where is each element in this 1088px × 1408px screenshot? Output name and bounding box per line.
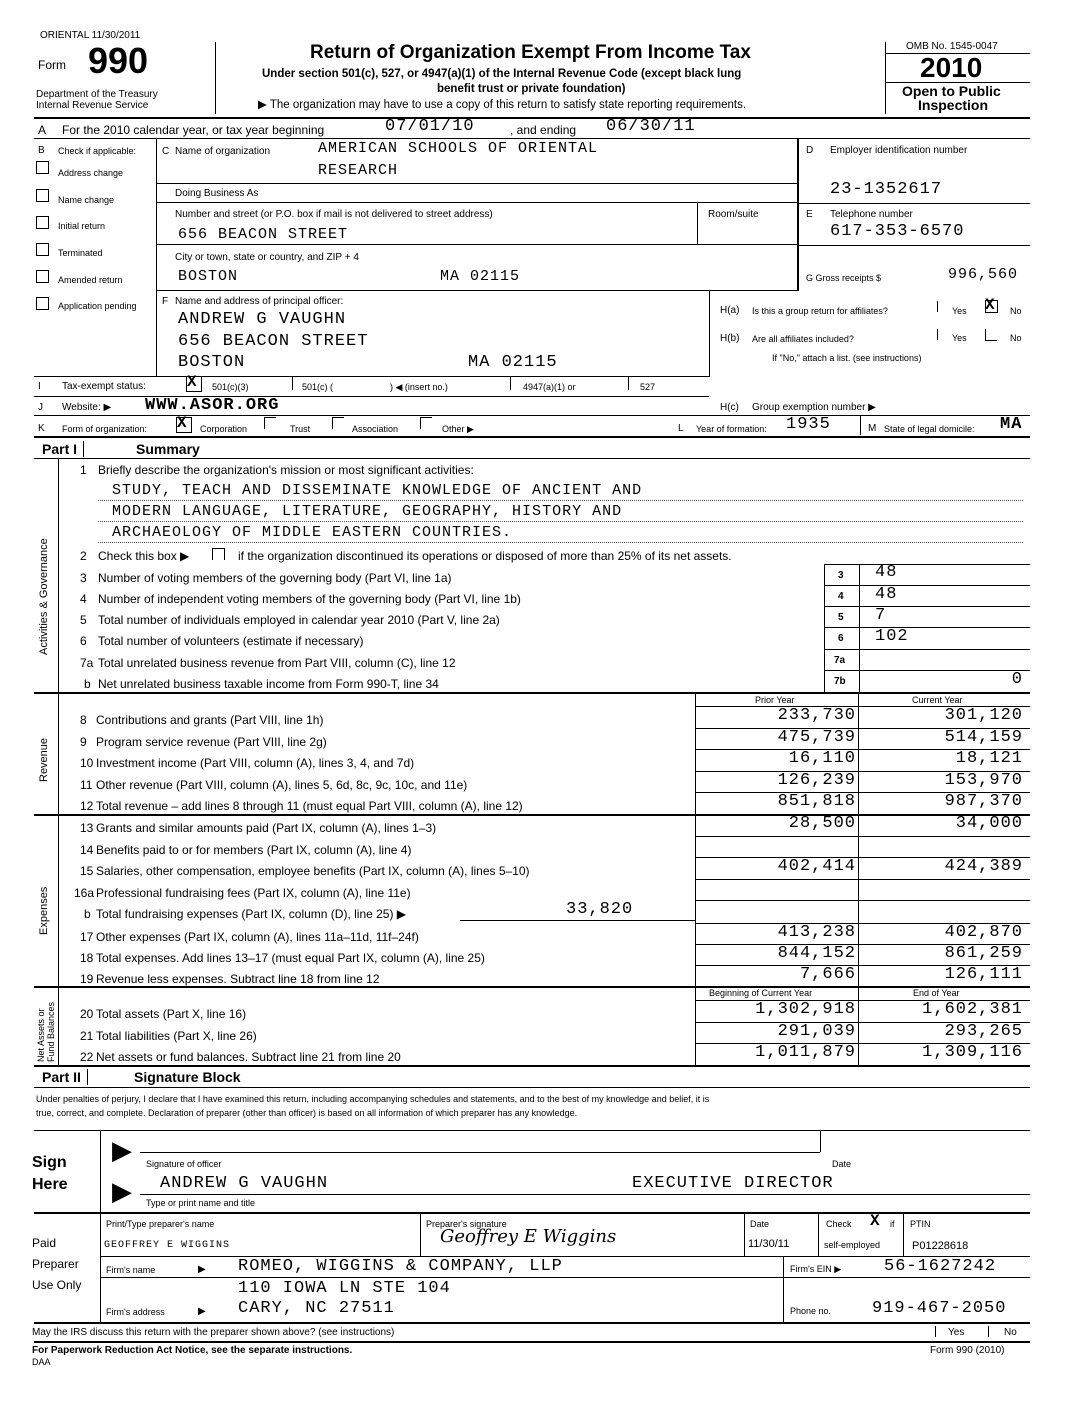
ha-yes-label: Yes xyxy=(952,306,967,316)
section-m-label: M xyxy=(868,423,877,434)
open-public-line2: Inspection xyxy=(918,97,989,113)
expense-line-prior-18: 844,152 xyxy=(777,944,856,963)
net-line-current-22: 1,309,116 xyxy=(922,1043,1023,1063)
org-phone: 617-353-6570 xyxy=(830,222,965,241)
org-street: 656 BEACON STREET xyxy=(178,226,349,243)
omb-number: OMB No. 1545-0047 xyxy=(906,41,998,52)
revenue-line-num-10: 10 xyxy=(80,756,94,771)
line7b-num: b xyxy=(84,677,91,691)
line2-num: 2 xyxy=(80,549,87,563)
expense-line-current-17: 402,870 xyxy=(944,923,1023,942)
revenue-line-num-8: 8 xyxy=(80,713,87,727)
revenue-line-text-9: Program service revenue (Part VIII, line 2g) xyxy=(96,734,327,749)
firm-ein-label: Firm's EIN ▶ xyxy=(790,1264,842,1274)
h-note: If "No," attach a list. (see instructions) xyxy=(772,353,922,363)
line6-text: Total number of volunteers (estimate if necessary) xyxy=(98,634,364,648)
ein-value: 23-1352617 xyxy=(830,180,943,199)
revenue-line-prior-9: 475,739 xyxy=(777,727,856,747)
preparer-name: GEOFFREY E WIGGINS xyxy=(104,1240,231,1251)
checkbox-501c3-mark: X xyxy=(187,373,197,391)
revenue-line-current-10: 18,121 xyxy=(955,749,1023,769)
officer-name: ANDREW G VAUGHN xyxy=(178,310,347,329)
revenue-line-num-11: 11 xyxy=(80,777,93,792)
col-end-year: End of Year xyxy=(913,988,960,998)
checkbox-terminated[interactable] xyxy=(36,243,49,256)
line6-num: 6 xyxy=(80,634,87,648)
domicile-label: State of legal domicile: xyxy=(884,424,975,434)
net-line-num-22: 22 xyxy=(80,1050,94,1065)
sign-arrow-icon: ▶ xyxy=(112,1135,132,1165)
revenue-line-prior-8: 233,730 xyxy=(777,706,856,725)
discuss-no-box[interactable] xyxy=(988,1326,1000,1337)
expense-line-text-14: Benefits paid to or for members (Part IX, column (A), line 4) xyxy=(96,842,412,857)
line5-text: Total number of individuals employed in calendar year 2010 (Part V, line 2a) xyxy=(98,613,500,627)
signer-title: EXECUTIVE DIRECTOR xyxy=(632,1174,834,1193)
revenue-line-current-12: 987,370 xyxy=(944,792,1023,812)
org-name-line1: AMERICAN SCHOOLS OF ORIENTAL xyxy=(318,140,599,157)
revenue-line-num-9: 9 xyxy=(80,734,87,749)
domicile-state: MA xyxy=(1000,415,1023,434)
expense-line-prior-19: 7,666 xyxy=(799,965,856,984)
part1-title: Summary xyxy=(136,441,200,457)
revenue-line-text-8: Contributions and grants (Part VIII, line 1h) xyxy=(96,713,324,727)
side-label-net-assets: Net Assets or Fund Balances xyxy=(36,1001,56,1062)
org-state-zip: MA 02115 xyxy=(440,268,521,285)
section-c-label: C xyxy=(162,146,170,157)
label-association: Association xyxy=(352,424,399,434)
officer-signature-line[interactable] xyxy=(140,1152,820,1153)
expense-line-text-13: Grants and similar amounts paid (Part IX, column (A), lines 1–3) xyxy=(96,821,437,835)
paperwork-notice: For Paperwork Reduction Act Notice, see the separate instructions. xyxy=(32,1345,353,1356)
section-e-label: E xyxy=(806,209,813,220)
signature-date-label: Date xyxy=(832,1159,852,1169)
self-employed-label: self-employed xyxy=(824,1240,881,1250)
col-current-year: Current Year xyxy=(912,695,963,705)
checkbox-name-change[interactable] xyxy=(36,189,49,202)
revenue-line-text-11: Other revenue (Part VIII, column (A), lines 5, 6d, 8c, 9c, 10c, and 11e) xyxy=(96,777,468,792)
revenue-line-current-11: 153,970 xyxy=(944,770,1023,790)
discuss-yes-box[interactable] xyxy=(935,1326,947,1337)
section-d-label: D xyxy=(806,145,814,156)
website-value[interactable]: WWW.ASOR.ORG xyxy=(145,396,280,415)
preparer-date-label: Date xyxy=(750,1219,770,1229)
form-subtitle2: benefit trust or private foundation) xyxy=(437,83,626,95)
dept-line2: Internal Revenue Service xyxy=(36,100,149,111)
officer-street: 656 BEACON STREET xyxy=(178,332,369,351)
net-line-text-21: Total liabilities (Part X, line 26) xyxy=(96,1028,257,1043)
hb-label: H(b) xyxy=(720,333,740,344)
org-name-line2: RESEARCH xyxy=(318,162,399,179)
label-initial-return: Initial return xyxy=(58,221,106,231)
net-line-current-20: 1,602,381 xyxy=(922,1000,1023,1019)
checkbox-association[interactable] xyxy=(332,417,344,429)
ptin-label: PTIN xyxy=(910,1219,931,1229)
line5-num: 5 xyxy=(80,613,87,627)
org-name-label: Name of organization xyxy=(175,146,271,157)
label-501c: 501(c) ( xyxy=(302,382,334,392)
ha-yes-box[interactable] xyxy=(937,301,949,312)
mission-line3: ARCHAEOLOGY OF MIDDLE EASTERN COUNTRIES. xyxy=(112,524,513,541)
tax-year-begin: 07/01/10 xyxy=(385,117,475,136)
open-public-line1: Open to Public xyxy=(902,83,1001,99)
street-label: Number and street (or P.O. box if mail is not delivered to street address) xyxy=(175,209,493,220)
revenue-line-current-9: 514,159 xyxy=(944,727,1023,747)
section-f-label: F xyxy=(162,296,169,307)
checkbox-corporation-mark: X xyxy=(177,414,187,432)
mission-line2: MODERN LANGUAGE, LITERATURE, GEOGRAPHY, HISTORY AND xyxy=(112,503,623,520)
revenue-line-prior-11: 126,239 xyxy=(777,770,856,790)
revenue-line-num-12: 12 xyxy=(80,799,94,814)
line4-text: Number of independent voting members of the governing body (Part VI, line 1b) xyxy=(98,592,521,606)
officer-city: BOSTON xyxy=(178,353,246,372)
hb-question: Are all affiliates included? xyxy=(752,334,854,344)
line3-text: Number of voting members of the governing body (Part VI, line 1a) xyxy=(98,571,452,585)
expense-line-text-15: Salaries, other compensation, employee benefits (Part IX, column (A), lines 5–10) xyxy=(96,864,530,879)
line-a-text: For the 2010 calendar year, or tax year beginning xyxy=(62,123,325,137)
expense-line-num-14: 14 xyxy=(80,842,94,857)
net-line-num-21: 21 xyxy=(80,1028,94,1043)
line4-value: 48 xyxy=(875,585,898,604)
col-prior-year: Prior Year xyxy=(755,695,795,705)
discuss-no-label: No xyxy=(1004,1327,1017,1338)
hb-yes-box[interactable] xyxy=(937,329,949,340)
checkbox-amended-return[interactable] xyxy=(36,270,49,283)
part2-title: Signature Block xyxy=(134,1069,241,1085)
expense-line-prior-13: 28,500 xyxy=(788,814,856,833)
expense-line-text-16a: Professional fundraising fees (Part IX, column (A), line 11e) xyxy=(96,885,411,900)
line-a-and-ending: , and ending xyxy=(510,123,577,137)
year-formation: 1935 xyxy=(786,415,831,434)
line6-value: 102 xyxy=(875,627,909,646)
form-number: 990 xyxy=(88,40,149,81)
paid-label: Paid xyxy=(32,1236,57,1250)
label-other: Other ▶ xyxy=(442,424,474,434)
expense-line-num-15: 15 xyxy=(80,864,94,879)
dept-line1: Department of the Treasury xyxy=(36,89,158,100)
revenue-line-prior-10: 16,110 xyxy=(788,749,856,769)
preparer-name-label: Print/Type preparer's name xyxy=(106,1219,215,1229)
preparer-date: 11/30/11 xyxy=(748,1238,790,1250)
expense-line-current-18: 861,259 xyxy=(944,944,1023,963)
tax-year-end: 06/30/11 xyxy=(606,117,696,136)
ha-no-check: X xyxy=(985,296,995,314)
form-subtitle3: ▶ The organization may have to use a copy of this return to satisfy state reporting requirements. xyxy=(258,99,747,111)
preparer-signature-label: Preparer's signature xyxy=(426,1219,507,1229)
line7b-text: Net unrelated business taxable income from Form 990-T, line 34 xyxy=(98,677,439,691)
line3-value: 48 xyxy=(875,563,898,582)
website-label: Website: ▶ xyxy=(62,402,112,413)
line6-box: 6 xyxy=(838,633,844,644)
line4-num: 4 xyxy=(80,592,87,606)
signer-name: ANDREW G VAUGHN xyxy=(160,1174,329,1193)
top-note: ORIENTAL 11/30/2011 xyxy=(40,30,141,41)
hb-yes-label: Yes xyxy=(952,333,967,343)
line3-box: 3 xyxy=(838,570,844,581)
net-line-prior-20: 1,302,918 xyxy=(755,1000,856,1019)
line4-box: 4 xyxy=(838,591,844,602)
net-line-text-20: Total assets (Part X, line 16) xyxy=(96,1007,247,1021)
checkbox-address-change[interactable] xyxy=(36,161,49,174)
checkbox-discontinued[interactable] xyxy=(212,548,225,560)
firm-name-arrow-icon: ▶ xyxy=(198,1264,206,1275)
use-only-label: Use Only xyxy=(32,1278,82,1292)
officer-state-zip: MA 02115 xyxy=(468,353,558,372)
firm-name-label: Firm's name xyxy=(106,1265,156,1275)
net-line-num-20: 20 xyxy=(80,1007,94,1021)
section-b-title: Check if applicable: xyxy=(58,146,137,156)
label-trust: Trust xyxy=(290,424,311,434)
firm-ein: 56-1627242 xyxy=(884,1257,997,1276)
line16b-num: b xyxy=(84,907,91,921)
signature-officer-label: Signature of officer xyxy=(146,1159,222,1169)
part1-label: Part I xyxy=(36,441,84,457)
expense-line-num-17: 17 xyxy=(80,930,94,944)
ha-label: H(a) xyxy=(720,305,740,316)
revenue-line-text-10: Investment income (Part VIII, column (A), lines 3, 4, and 7d) xyxy=(96,756,415,771)
line7b-box: 7b xyxy=(834,676,846,687)
section-k-label: K xyxy=(38,423,45,434)
line16b-text: Total fundraising expenses (Part IX, column (D), line 25) ▶ xyxy=(96,907,407,921)
label-name-change: Name change xyxy=(58,195,115,205)
line-a-label: A xyxy=(38,123,47,137)
firm-name: ROMEO, WIGGINS & COMPANY, LLP xyxy=(238,1257,563,1276)
hb-no-label: No xyxy=(1010,333,1022,343)
self-employed-check[interactable]: X xyxy=(870,1212,880,1230)
gross-receipts-value: 996,560 xyxy=(948,266,1019,283)
revenue-line-text-12: Total revenue – add lines 8 through 11 (must equal Part VIII, column (A), line 12) xyxy=(96,799,523,814)
label-application-pending: Application pending xyxy=(58,301,137,311)
line5-value: 7 xyxy=(875,606,887,625)
penalty-text-2: true, correct, and complete. Declaration of preparer (other than officer) is based on all information of which preparer has any knowledge. xyxy=(36,1108,578,1118)
principal-officer-label: Name and address of principal officer: xyxy=(175,296,344,307)
expense-line-text-19: Revenue less expenses. Subtract line 18 from line 12 xyxy=(96,972,380,986)
form-title: Return of Organization Exempt From Income Tax xyxy=(310,42,751,63)
checkbox-initial-return[interactable] xyxy=(36,216,49,229)
label-insert-no: ) ◀ (insert no.) xyxy=(390,382,448,392)
label-terminated: Terminated xyxy=(58,248,103,258)
expense-line-prior-15: 402,414 xyxy=(777,857,856,877)
mission-line1: STUDY, TEACH AND DISSEMINATE KNOWLEDGE OF ANCIENT AND xyxy=(112,482,643,499)
preparer-signature: Geoffrey E Wiggins xyxy=(440,1226,617,1247)
net-line-text-22: Net assets or fund balances. Subtract line 21 from line 20 xyxy=(96,1050,401,1065)
line5-box: 5 xyxy=(838,612,844,623)
org-city: BOSTON xyxy=(178,268,239,285)
dba-label: Doing Business As xyxy=(175,188,259,199)
discuss-question: May the IRS discuss this return with the preparer shown above? (see instructions) xyxy=(32,1327,395,1338)
line3-num: 3 xyxy=(80,571,87,585)
line1-num: 1 xyxy=(80,463,87,477)
firm-phone: 919-467-2050 xyxy=(872,1299,1007,1318)
checkbox-other[interactable] xyxy=(420,417,432,429)
checkbox-trust[interactable] xyxy=(264,417,276,429)
tax-year: 2010 xyxy=(920,52,983,83)
section-j-label: J xyxy=(38,402,43,413)
line7a-num: 7a xyxy=(80,656,94,670)
form-reference: Form 990 (2010) xyxy=(930,1345,1005,1356)
penalty-text-1: Under penalties of perjury, I declare that I have examined this return, including accompanying schedules and statements, and to the best of my knowledge and belief, it is xyxy=(36,1094,710,1104)
here-label: Here xyxy=(32,1176,68,1193)
hc-text: Group exemption number ▶ xyxy=(752,402,876,413)
room-suite-label: Room/suite xyxy=(708,209,759,220)
side-label-activities: Activities & Governance xyxy=(38,538,50,655)
line2-text: Check this box ▶ xyxy=(98,549,190,563)
discuss-yes-label: Yes xyxy=(948,1327,965,1338)
section-l-label: L xyxy=(678,423,684,434)
expense-line-current-19: 126,111 xyxy=(944,965,1023,984)
phone-label: Telephone number xyxy=(830,209,913,220)
side-label-expenses: Expenses xyxy=(38,886,50,935)
expense-line-num-16a: 16a xyxy=(74,885,95,900)
col-beginning-year: Beginning of Current Year xyxy=(709,988,813,998)
expense-line-text-17: Other expenses (Part IX, column (A), lines 11a–11d, 11f–24f) xyxy=(96,930,419,944)
expense-line-current-13: 34,000 xyxy=(955,814,1023,833)
net-line-prior-21: 291,039 xyxy=(777,1021,856,1041)
checkbox-application-pending[interactable] xyxy=(36,297,49,310)
ptin-value: P01228618 xyxy=(912,1240,969,1252)
label-amended-return: Amended return xyxy=(58,275,123,285)
label-address-change: Address change xyxy=(58,168,124,178)
gross-receipts-label: G Gross receipts $ xyxy=(806,273,882,283)
type-name-label: Type or print name and title xyxy=(146,1198,256,1208)
label-527: 527 xyxy=(640,382,656,392)
hb-no-box[interactable] xyxy=(985,329,997,341)
firm-address-line2: CARY, NC 27511 xyxy=(238,1299,395,1318)
if-label: if xyxy=(890,1219,895,1229)
expense-line-current-15: 424,389 xyxy=(944,857,1023,877)
revenue-line-prior-12: 851,818 xyxy=(777,792,856,812)
tax-exempt-label: Tax-exempt status: xyxy=(62,381,146,392)
net-line-prior-22: 1,011,879 xyxy=(755,1043,856,1063)
net-line-current-21: 293,265 xyxy=(944,1021,1023,1041)
firm-phone-label: Phone no. xyxy=(790,1306,832,1316)
ha-question: Is this a group return for affiliates? xyxy=(752,306,888,316)
preparer-label: Preparer xyxy=(32,1257,79,1271)
firm-address-arrow-icon: ▶ xyxy=(198,1306,206,1317)
label-corporation: Corporation xyxy=(200,424,248,434)
city-label: City or town, state or country, and ZIP + 4 xyxy=(175,252,359,263)
form-subtitle1: Under section 501(c), 527, or 4947(a)(1) of the Internal Revenue Code (except black lung xyxy=(262,68,742,80)
expense-line-text-18: Total expenses. Add lines 13–17 (must equal Part IX, column (A), line 25) xyxy=(96,951,485,965)
part2-label: Part II xyxy=(36,1069,88,1085)
daa-label: DAA xyxy=(32,1357,51,1367)
expense-line-num-19: 19 xyxy=(80,972,94,986)
side-label-revenue: Revenue xyxy=(38,737,50,782)
firm-address-label: Firm's address xyxy=(106,1307,165,1317)
line16b-value: 33,820 xyxy=(566,900,634,919)
firm-address-line1: 110 IOWA LN STE 104 xyxy=(238,1279,451,1298)
check-label: Check xyxy=(826,1219,852,1229)
line2-text-b: if the organization discontinued its operations or disposed of more than 25% of its net assets. xyxy=(238,549,732,563)
line1-text: Briefly describe the organization's mission or most significant activities: xyxy=(98,463,474,477)
section-b-label: B xyxy=(38,145,45,156)
label-4947: 4947(a)(1) or xyxy=(523,382,576,392)
section-i-label: I xyxy=(38,381,41,392)
hc-label: H(c) xyxy=(720,402,739,413)
form-org-label: Form of organization: xyxy=(62,424,148,434)
line7a-text: Total unrelated business revenue from Part VIII, column (C), line 12 xyxy=(98,656,456,670)
line7a-box: 7a xyxy=(834,655,846,666)
name-arrow-icon: ▶ xyxy=(112,1176,132,1206)
label-501c3: 501(c)(3) xyxy=(212,382,249,392)
sign-label: Sign xyxy=(32,1154,67,1171)
ha-no-label: No xyxy=(1010,306,1022,316)
revenue-line-current-8: 301,120 xyxy=(944,706,1023,725)
form-word: Form xyxy=(38,58,66,72)
expense-line-num-13: 13 xyxy=(80,821,94,835)
year-formation-label: Year of formation: xyxy=(696,424,767,434)
line7b-value: 0 xyxy=(1011,670,1023,689)
ein-label: Employer identification number xyxy=(830,145,968,156)
expense-line-num-18: 18 xyxy=(80,951,94,965)
expense-line-prior-17: 413,238 xyxy=(777,923,856,942)
